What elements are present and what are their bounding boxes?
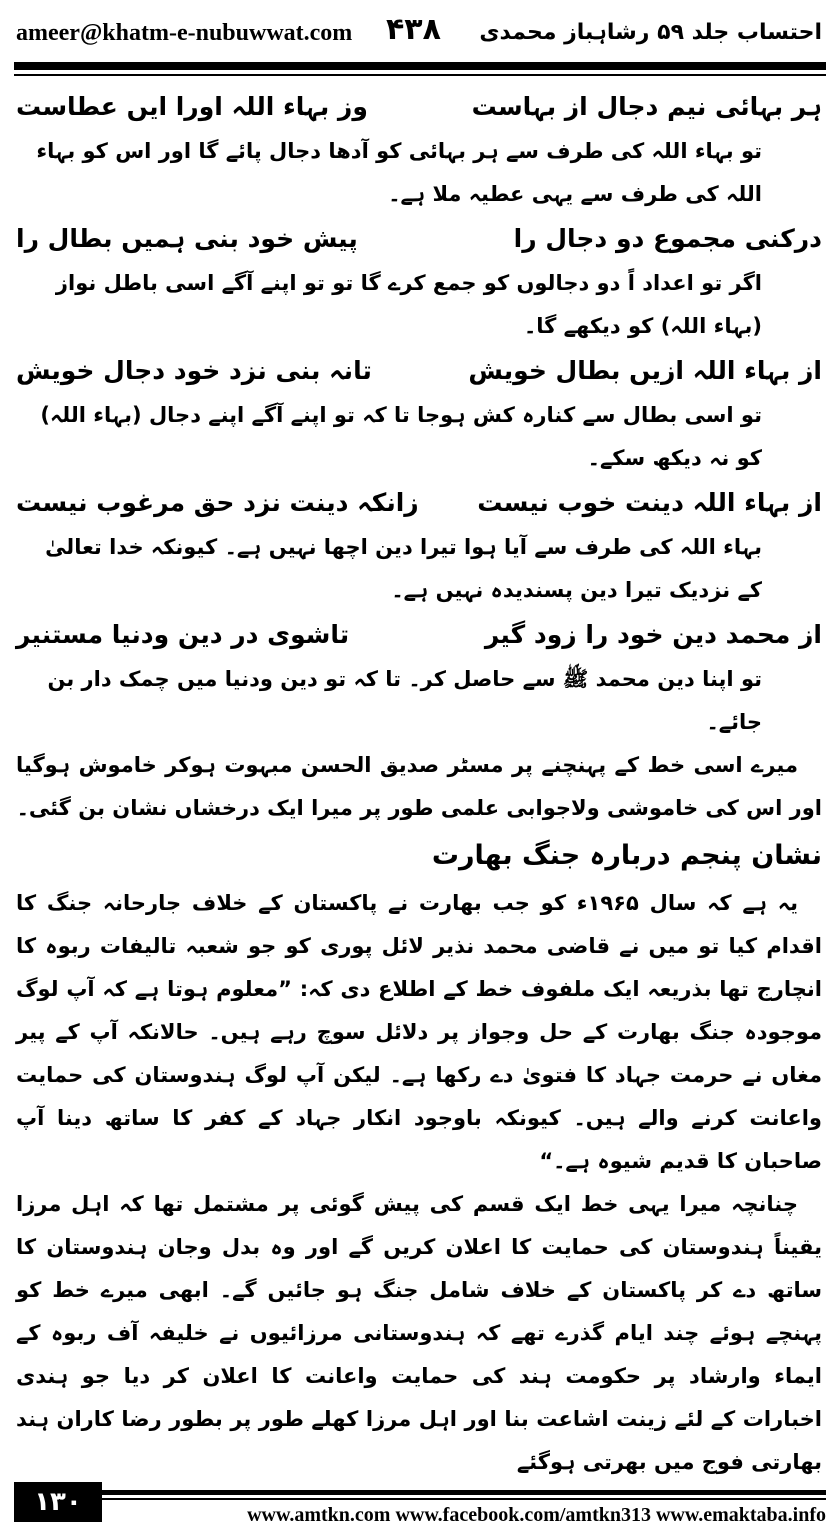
footer-page-number: ۱۳۰ [14,1482,102,1522]
page-content [16,84,822,1484]
verse-left-half: تانہ بنی نزد خود دجال خویش [16,356,372,385]
section-heading: نشان پنجم دربارہ جنگ بھارت [431,840,822,871]
header-email: ameer@khatm-e-nubuwwat.com [16,20,353,46]
verse-right-half: از بہاء اللہ دینت خوب نیست [477,488,822,517]
footer-divider [102,1490,826,1495]
verse [16,612,822,658]
footer-divider-thin [102,1498,826,1500]
footer-links: www.amtkn.com www.facebook.com/amtkn313 www.emaktaba.info [247,1504,826,1526]
paragraph-letter: یہ ہے کہ سال ۱۹۶۵ء کو جب بھارت نے پاکستان کے خلاف جارحانہ جنگ کا اقدام کیا تو میں نے قاضی محمد نذیر لائل پوری کو جو شعبہ تالیفات ربوہ کا انچارج تھا بذریعہ ایک ملفوف خط کے اطلاع دی کہ: ”معلوم ہوتا ہے کہ آپ لوگ موجودہ جنگ بھارت کے حل وجواز پر دلائل سوچ رہے ہیں۔ حالانکہ آپ کے پیر مغاں نے حرمت جہاد کا فتویٰ دے رکھا ہے۔ لیکن آپ لوگ ہندوستان کی حمایت واعانت کرنے والے ہیں۔ کیونکہ باوجود انکار جہاد کے کفر کا ساتھ دینا آپ صاحبان کا قدیم شیوہ ہے۔“ [16,891,822,1173]
verse-left-half: تاشوی در دین ودنیا مستنیر [16,620,350,649]
header-series-title: احتساب جلد ۵۹ رشاہباز محمدی [479,20,822,45]
paragraph-prophecy: چنانچہ میرا یہی خط ایک قسم کی پیش گوئی پر مشتمل تھا کہ اہل مرزا یقیناً ہندوستان کی حمایت کا اعلان کریں گے اور وہ بدل وجان ہندوستان کا ساتھ دے کر پاکستان کے خلاف شامل جنگ ہو جائیں گے۔ ابھی میرے خط کو پہنچے ہوئے چند ایام گذرے تھے کہ ہندوستانی مرزائیوں نے خلیفہ آف ربوہ کے ایماء وارشاد پر حکومت ہند کی حمایت واعانت کا اعلان کر دیا جو ہندی اخبارات کے لئے زینت اشاعت بنا اور اہل مرزا کھلے طور پر بطور رضا کاران ہند بھارتی فوج میں بھرتی ہوگئے [16,1192,822,1474]
verse-right-half: از بہاء اللہ ازیں بطال خویش [468,356,822,385]
page-footer [14,1482,826,1534]
verse-translation: تو اسی بطال سے کنارہ کش ہوجا تا کہ تو اپنے آگے اپنے دجال (بہاء اللہ) کو نہ دیکھ سکے۔ [40,403,762,470]
verse-left-half: زانکہ دینت نزد حق مرغوب نیست [16,488,419,517]
verse-translation: بہاء اللہ کی طرف سے آیا ہوا تیرا دین اچھا نہیں ہے۔ کیونکہ خدا تعالیٰ کے نزدیک تیرا دین پسندیدہ نہیں ہے۔ [45,535,762,602]
verse [16,216,822,262]
verse [16,348,822,394]
page-header [14,8,826,56]
verse-translation: تو اپنا دین محمد ﷺ سے حاصل کر۔ تا کہ تو دین ودنیا میں چمک دار بن جائے۔ [47,667,762,734]
verse-right-half: از محمد دین خود را زود گیر [484,620,822,649]
verse [16,84,822,130]
verse-right-half: ہر بہائی نیم دجال از بہاست [471,92,822,121]
verse-left-half: پیش خود بنی ہمیں بطال را [16,224,358,253]
verse-left-half: وز بہاء اللہ اورا ایں عطاست [16,92,368,121]
verse-translation: تو بہاء اللہ کی طرف سے ہر بہائی کو آدھا دجال پائے گا اور اس کو بہاء اللہ کی طرف سے یہی عطیہ ملا ہے۔ [36,139,762,206]
verse [16,480,822,526]
paragraph-silence: میرے اسی خط کے پہنچنے پر مسٹر صدیق الحسن مبہوت ہوکر خاموش ہوگیا اور اس کی خاموشی ولاجوابی علمی طور پر میرا ایک درخشاں نشان بن گئی۔ [16,753,822,820]
header-divider [14,62,826,70]
verse-right-half: درکنی مجموع دو دجال را [513,224,822,253]
header-divider-thin [14,74,826,76]
verse-translation: اگر تو اعداد اً دو دجالوں کو جمع کرے گا تو تو اپنے آگے اسی باطل نواز (بہاء اللہ) کو دیکھے گا۔ [55,271,762,338]
header-page-number: ۴۳۸ [386,12,441,47]
